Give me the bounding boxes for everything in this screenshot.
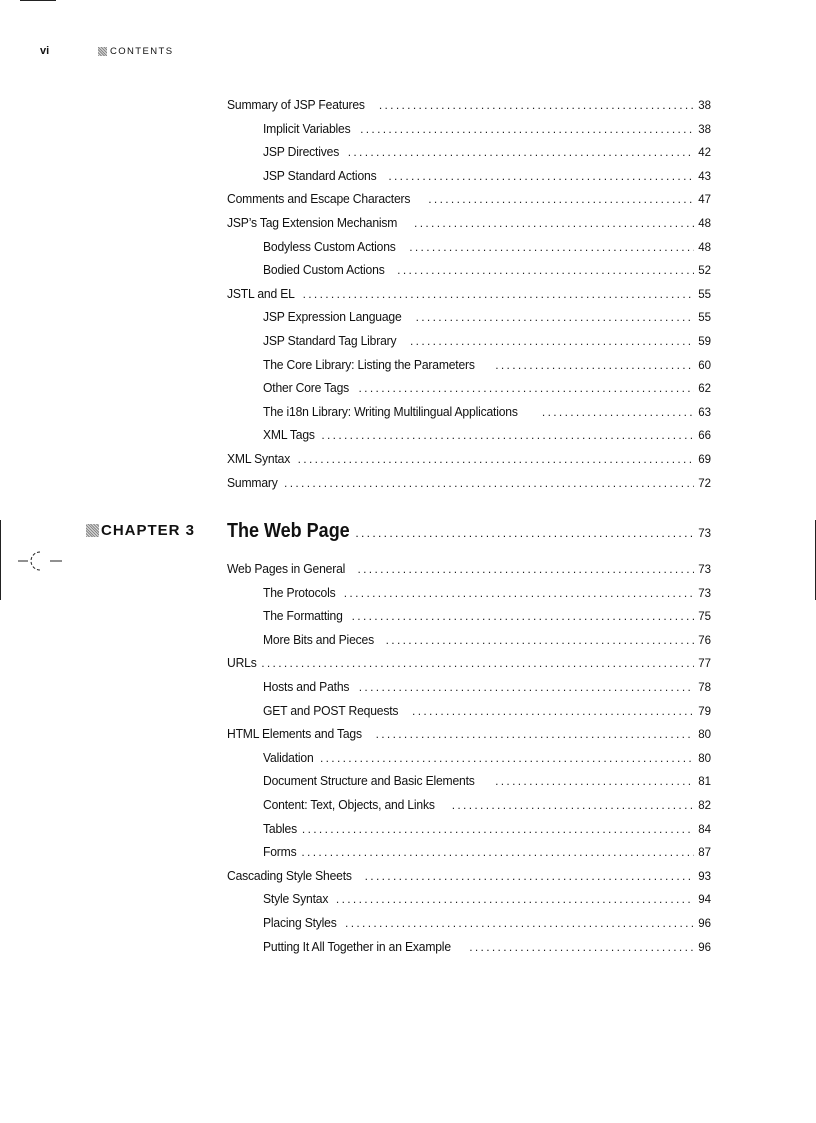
toc-entry-page: 82 (698, 799, 711, 812)
toc-entry-title: Bodyless Custom Actions (263, 238, 396, 254)
crop-mark-top (20, 0, 56, 1)
toc-entry-page: 81 (698, 776, 711, 789)
crop-mark-left (0, 520, 1, 600)
toc-entry-page: 59 (698, 335, 711, 348)
toc-leader-dots (355, 526, 695, 540)
toc-leader-dots (360, 122, 694, 136)
toc-entry-title: JSP Standard Tag Library (263, 332, 397, 348)
toc-entry-title: JSP’s Tag Extension Mechanism (227, 214, 398, 230)
toc-leader-dots (261, 656, 694, 670)
chapter-title: The Web Page (227, 520, 350, 542)
toc-entry-page: 60 (698, 359, 711, 372)
toc-entry-page: 55 (698, 288, 711, 301)
toc-entry-title: JSTL and EL (227, 285, 295, 301)
toc-entry[interactable] (227, 309, 711, 333)
toc-entry-page: 80 (698, 729, 711, 742)
toc-entry-title: Tables (263, 820, 297, 836)
toc-entry-page: 66 (698, 430, 711, 443)
toc-entry-page: 78 (698, 681, 711, 694)
toc-entry-title: Web Pages in General (227, 561, 346, 576)
toc-entry[interactable] (227, 286, 711, 310)
running-head (98, 46, 173, 57)
toc-entry-title: GET and POST Requests (263, 702, 399, 718)
toc-entry-page: 52 (698, 265, 711, 278)
toc-entry[interactable] (227, 797, 711, 821)
toc-leader-dots (359, 680, 694, 694)
toc-entry[interactable] (227, 679, 711, 703)
toc-entry-title: Cascading Style Sheets (227, 867, 352, 883)
toc-leader-dots (495, 774, 694, 788)
square-bullet-icon (98, 47, 107, 56)
toc-leader-dots (428, 192, 694, 206)
toc-leader-dots (376, 727, 694, 741)
toc-entry-title: Bodied Custom Actions (263, 262, 385, 278)
toc-leader-dots (386, 633, 694, 647)
toc-entry[interactable] (227, 121, 711, 145)
toc-entry[interactable] (227, 144, 711, 168)
toc-entry-title: Style Syntax (263, 891, 329, 907)
toc-leader-dots (345, 916, 694, 930)
toc-entry-title: The Core Library: Listing the Parameters (263, 356, 475, 372)
toc-entry-page: 48 (698, 217, 711, 230)
toc-entry-page: 80 (698, 752, 711, 765)
toc-entry-page: 55 (698, 312, 711, 325)
page-number: vi (40, 45, 50, 57)
toc-entry[interactable] (227, 333, 711, 357)
toc-section-1 (227, 97, 711, 498)
page-header (40, 44, 173, 58)
toc-leader-dots (469, 940, 694, 954)
toc-entry[interactable] (227, 891, 711, 915)
toc-entry[interactable] (227, 750, 711, 774)
chapter-label-text: CHAPTER 3 (101, 522, 196, 539)
toc-entry[interactable] (227, 773, 711, 797)
toc-entry-page: 87 (698, 847, 711, 860)
toc-entry[interactable] (227, 939, 711, 963)
toc-entry-title: Validation (263, 749, 314, 765)
toc-entry-page: 75 (698, 611, 711, 624)
toc-entry-title: JSP Expression Language (263, 309, 402, 325)
toc-entry-page: 96 (698, 941, 711, 954)
chapter-page-number: 73 (698, 528, 711, 540)
toc-entry-title: Placing Styles (263, 914, 337, 930)
toc-entry[interactable] (227, 191, 711, 215)
toc-entry[interactable] (227, 168, 711, 192)
toc-leader-dots (357, 562, 694, 576)
toc-leader-dots (352, 609, 694, 623)
toc-entry-title: The Formatting (263, 608, 343, 624)
toc-entry-title: Forms (263, 844, 297, 860)
toc-entry[interactable] (227, 215, 711, 239)
toc-leader-dots (409, 240, 694, 254)
toc-leader-dots (359, 381, 694, 395)
toc-entry-page: 63 (698, 406, 711, 419)
toc-entry-page: 69 (698, 453, 711, 466)
toc-entry-title: XML Syntax (227, 450, 291, 466)
chapter-label (86, 522, 227, 539)
toc-leader-dots (284, 476, 694, 490)
toc-leader-dots (336, 892, 694, 906)
toc-entry-page: 77 (698, 658, 711, 671)
toc-entry-page: 94 (698, 894, 711, 907)
toc-entry[interactable] (227, 357, 711, 381)
toc-leader-dots (542, 405, 694, 419)
toc-entry-title: Implicit Variables (263, 120, 351, 136)
chapter-heading[interactable] (86, 520, 711, 543)
toc-leader-dots (388, 169, 694, 183)
toc-entry[interactable] (227, 451, 711, 475)
toc-entry[interactable] (227, 821, 711, 845)
toc-entry[interactable] (227, 561, 711, 585)
toc-entry-page: 72 (698, 477, 711, 490)
toc-entry[interactable] (227, 404, 711, 428)
toc-entry[interactable] (227, 380, 711, 404)
toc-entry[interactable] (227, 585, 711, 609)
toc-entry-title: URLs (227, 655, 257, 671)
toc-entry-page: 42 (698, 147, 711, 160)
toc-entry[interactable] (227, 655, 711, 679)
toc-leader-dots (379, 98, 694, 112)
toc-leader-dots (495, 358, 694, 372)
toc-leader-dots (452, 798, 694, 812)
toc-leader-dots (321, 428, 694, 442)
toc-entry-page: 76 (698, 634, 711, 647)
toc-entry-page: 38 (698, 100, 711, 112)
toc-leader-dots (414, 216, 694, 230)
toc-entry-page: 43 (698, 170, 711, 183)
toc-entry[interactable] (227, 632, 711, 656)
running-head-text: CONTENTS (110, 45, 174, 57)
toc-entry-title: Putting It All Together in an Example (263, 938, 451, 954)
toc-entry[interactable] (227, 868, 711, 892)
toc-entry-page: 84 (698, 823, 711, 836)
toc-entry-page: 38 (698, 123, 711, 136)
toc-leader-dots (348, 145, 694, 159)
toc-leader-dots (412, 704, 694, 718)
toc-entry-title: Other Core Tags (263, 380, 350, 396)
toc-entry-title: More Bits and Pieces (263, 631, 374, 647)
toc-section-2 (227, 561, 711, 962)
toc-entry-title: Document Structure and Basic Elements (263, 773, 475, 789)
toc-entry[interactable] (227, 427, 711, 451)
toc-leader-dots (301, 845, 694, 859)
toc-entry-title: Content: Text, Objects, and Links (263, 796, 435, 812)
toc-leader-dots (298, 452, 694, 466)
toc-entry[interactable] (227, 726, 711, 750)
toc-entry-title: JSP Directives (263, 144, 340, 160)
toc-entry-page: 96 (698, 917, 711, 930)
toc-entry[interactable] (227, 239, 711, 263)
square-bullet-icon (86, 524, 99, 537)
toc-entry-title: XML Tags (263, 427, 315, 443)
toc-entry[interactable] (227, 262, 711, 286)
toc-entry-title: Summary (227, 474, 278, 490)
toc-entry-page: 93 (698, 870, 711, 883)
toc-leader-dots (365, 869, 694, 883)
toc-leader-dots (302, 822, 694, 836)
toc-entry-page: 79 (698, 705, 711, 718)
toc-entry-page: 73 (698, 564, 711, 576)
toc-entry[interactable] (227, 475, 711, 499)
toc-entry[interactable] (227, 97, 711, 121)
toc-leader-dots (303, 287, 694, 301)
registration-mark-icon (18, 546, 62, 576)
toc-leader-dots (320, 751, 694, 765)
toc-entry-title: The Protocols (263, 584, 336, 600)
toc-entry[interactable] (227, 844, 711, 868)
toc-entry-title: HTML Elements and Tags (227, 726, 362, 742)
toc-leader-dots (397, 263, 694, 277)
toc-leader-dots (416, 310, 694, 324)
toc-entry-title: Comments and Escape Characters (227, 191, 411, 207)
toc-leader-dots (344, 586, 694, 600)
toc-entry-title: The i18n Library: Writing Multilingual Applications (263, 403, 518, 419)
toc-entry-title: Hosts and Paths (263, 678, 350, 694)
toc-entry[interactable] (227, 703, 711, 727)
toc-entry-page: 48 (698, 241, 711, 254)
toc-entry[interactable] (227, 608, 711, 632)
toc-entry-page: 62 (698, 383, 711, 396)
toc-entry[interactable] (227, 915, 711, 939)
toc-leader-dots (410, 334, 694, 348)
toc-entry-title: JSP Standard Actions (263, 167, 377, 183)
toc-entry-page: 73 (698, 587, 711, 600)
toc-entry-title: Summary of JSP Features (227, 97, 365, 112)
toc-entry-page: 47 (698, 194, 711, 207)
